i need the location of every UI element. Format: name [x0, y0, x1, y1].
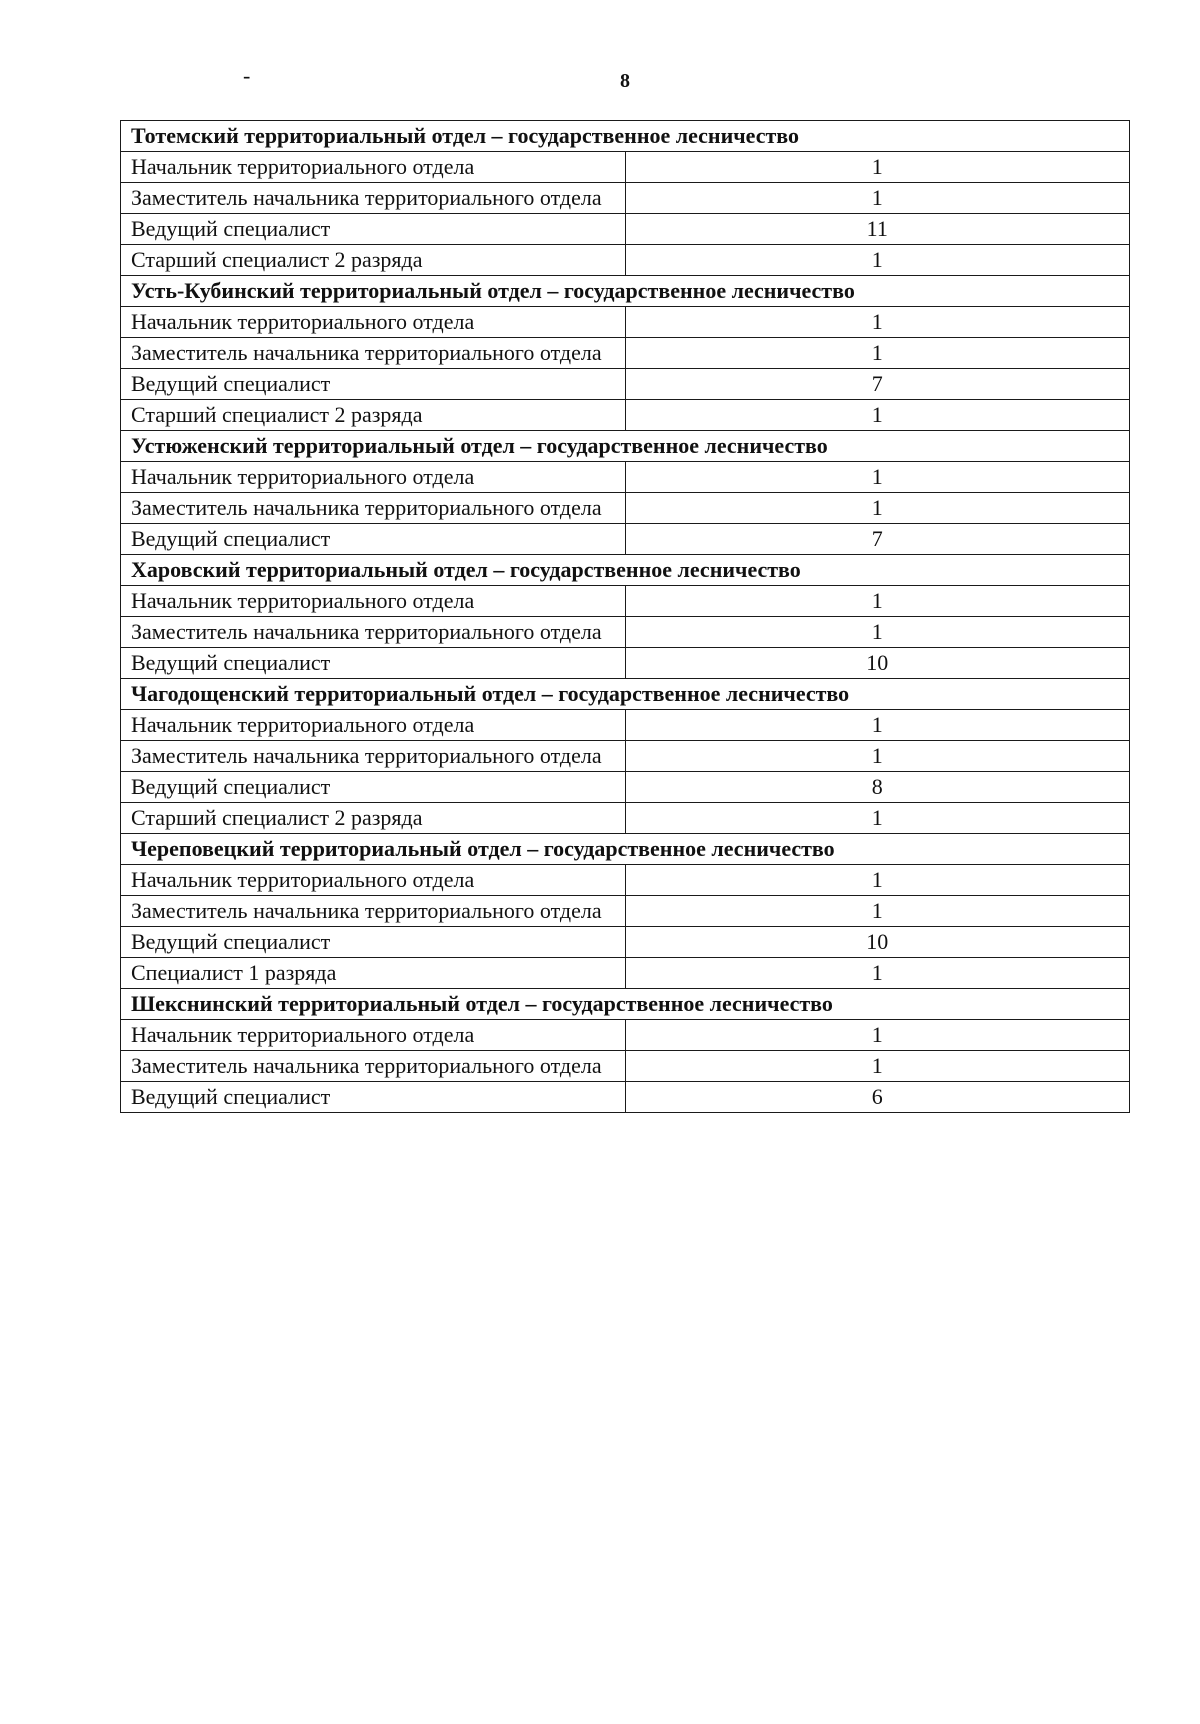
position-count: 1 [625, 338, 1130, 369]
table-row [121, 338, 1130, 369]
table-row [121, 648, 1130, 679]
table-row [121, 369, 1130, 400]
table-row [121, 927, 1130, 958]
position-name: Начальник территориального отдела [121, 1020, 626, 1051]
position-name: Начальник территориального отдела [121, 307, 626, 338]
position-name: Ведущий специалист [121, 369, 626, 400]
position-name: Заместитель начальника территориального отдела [121, 338, 626, 369]
section-header-row [121, 121, 1130, 152]
position-count: 6 [625, 1082, 1130, 1113]
table-row [121, 772, 1130, 803]
section-header-row [121, 679, 1130, 710]
position-count: 1 [625, 617, 1130, 648]
position-name: Заместитель начальника территориального отдела [121, 741, 626, 772]
section-title: Чагодощенский территориальный отдел – государственное лесничество [121, 679, 1130, 710]
position-count: 10 [625, 648, 1130, 679]
position-count: 1 [625, 803, 1130, 834]
table-row [121, 1051, 1130, 1082]
section-header-row [121, 276, 1130, 307]
table-row [121, 958, 1130, 989]
table-row [121, 586, 1130, 617]
position-count: 1 [625, 152, 1130, 183]
section-title: Тотемский территориальный отдел – государственное лесничество [121, 121, 1130, 152]
position-name: Начальник территориального отдела [121, 865, 626, 896]
position-count: 1 [625, 1020, 1130, 1051]
position-name: Начальник территориального отдела [121, 586, 626, 617]
table-row [121, 493, 1130, 524]
staff-table-body [121, 121, 1130, 1113]
position-count: 8 [625, 772, 1130, 803]
position-name: Начальник территориального отдела [121, 152, 626, 183]
table-row [121, 617, 1130, 648]
position-name: Заместитель начальника территориального отдела [121, 493, 626, 524]
table-row [121, 400, 1130, 431]
position-name: Ведущий специалист [121, 214, 626, 245]
position-count: 1 [625, 1051, 1130, 1082]
table-row [121, 307, 1130, 338]
position-name: Ведущий специалист [121, 648, 626, 679]
position-count: 1 [625, 400, 1130, 431]
position-count: 11 [625, 214, 1130, 245]
position-count: 1 [625, 493, 1130, 524]
section-header-row [121, 834, 1130, 865]
position-name: Заместитель начальника территориального отдела [121, 183, 626, 214]
table-row [121, 245, 1130, 276]
table-row [121, 803, 1130, 834]
position-name: Ведущий специалист [121, 927, 626, 958]
position-name: Старший специалист 2 разряда [121, 803, 626, 834]
position-count: 1 [625, 183, 1130, 214]
table-row [121, 152, 1130, 183]
position-name: Старший специалист 2 разряда [121, 245, 626, 276]
table-row [121, 214, 1130, 245]
section-header-row [121, 431, 1130, 462]
position-count: 7 [625, 369, 1130, 400]
section-title: Череповецкий территориальный отдел – государственное лесничество [121, 834, 1130, 865]
section-title: Шекснинский территориальный отдел – государственное лесничество [121, 989, 1130, 1020]
position-count: 1 [625, 245, 1130, 276]
position-name: Специалист 1 разряда [121, 958, 626, 989]
table-row [121, 710, 1130, 741]
position-count: 1 [625, 307, 1130, 338]
position-name: Заместитель начальника территориального отдела [121, 1051, 626, 1082]
table-row [121, 462, 1130, 493]
section-title: Харовский территориальный отдел – государственное лесничество [121, 555, 1130, 586]
table-row [121, 524, 1130, 555]
page-dash: - [243, 63, 251, 88]
table-row [121, 183, 1130, 214]
section-title: Устюженский территориальный отдел – государственное лесничество [121, 431, 1130, 462]
position-name: Заместитель начальника территориального отдела [121, 896, 626, 927]
table-row [121, 1020, 1130, 1051]
position-count: 1 [625, 958, 1130, 989]
table-row [121, 865, 1130, 896]
position-count: 1 [625, 586, 1130, 617]
position-name: Старший специалист 2 разряда [121, 400, 626, 431]
position-name: Ведущий специалист [121, 772, 626, 803]
position-name: Ведущий специалист [121, 1082, 626, 1113]
position-count: 1 [625, 710, 1130, 741]
position-count: 7 [625, 524, 1130, 555]
position-count: 1 [625, 741, 1130, 772]
position-count: 10 [625, 927, 1130, 958]
section-header-row [121, 555, 1130, 586]
table-row [121, 1082, 1130, 1113]
position-count: 1 [625, 462, 1130, 493]
position-name: Ведущий специалист [121, 524, 626, 555]
position-name: Начальник территориального отдела [121, 710, 626, 741]
section-title: Усть-Кубинский территориальный отдел – государственное лесничество [121, 276, 1130, 307]
position-count: 1 [625, 896, 1130, 927]
position-count: 1 [625, 865, 1130, 896]
staff-table [120, 120, 1130, 1113]
position-name: Начальник территориального отдела [121, 462, 626, 493]
section-header-row [121, 989, 1130, 1020]
table-row [121, 896, 1130, 927]
position-name: Заместитель начальника территориального отдела [121, 617, 626, 648]
table-row [121, 741, 1130, 772]
page-number: 8 [620, 70, 630, 92]
